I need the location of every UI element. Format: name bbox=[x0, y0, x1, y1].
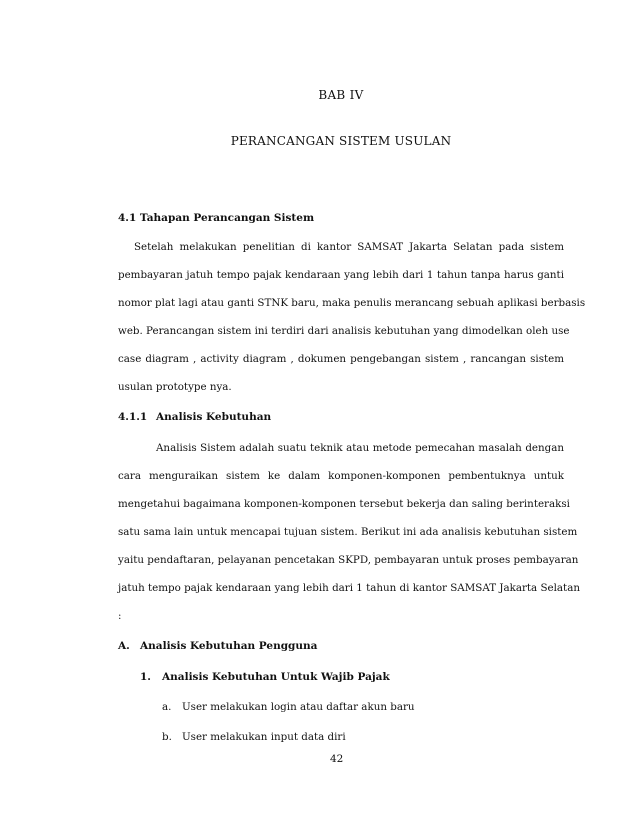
list-item-label: b. bbox=[162, 731, 172, 743]
list-item-label: a. bbox=[162, 701, 172, 713]
paragraph-line: Analisis Sistem adalah suatu teknik atau metode pemecahan masalah dengan bbox=[156, 442, 564, 454]
paragraph-line: case diagram , activity diagram , dokumen pengebangan sistem , rancangan sistem bbox=[118, 353, 564, 365]
section-heading-4-1-1: Analisis Kebutuhan bbox=[156, 411, 272, 423]
chapter-label: BAB IV bbox=[318, 88, 364, 102]
paragraph-line: web. Perancangan sistem ini terdiri dari analisis kebutuhan yang dimodelkan oleh use bbox=[118, 325, 570, 337]
item-label-1: 1. bbox=[140, 671, 151, 683]
paragraph-line: pembayaran jatuh tempo pajak kendaraan yang lebih dari 1 tahun tanpa harus ganti bbox=[118, 269, 564, 281]
paragraph-line: mengetahui bagaimana komponen-komponen tersebut bekerja dan saling berinteraksi bbox=[118, 498, 570, 510]
paragraph-line: Setelah melakukan penelitian di kantor SAMSAT Jakarta Selatan pada sistem bbox=[134, 241, 564, 253]
paragraph-line: usulan prototype nya. bbox=[118, 381, 232, 393]
item-heading-1: Analisis Kebutuhan Untuk Wajib Pajak bbox=[162, 671, 390, 683]
paragraph-line: cara menguraikan sistem ke dalam komponen-komponen pembentuknya untuk bbox=[118, 470, 564, 482]
paragraph-line: nomor plat lagi atau ganti STNK baru, maka penulis merancang sebuah aplikasi berbasis bbox=[118, 297, 586, 309]
list-item-text: User melakukan input data diri bbox=[182, 731, 346, 743]
paragraph-line: satu sama lain untuk mencapai tujuan sistem. Berikut ini ada analisis kebutuhan sistem bbox=[118, 526, 578, 538]
section-number-4-1-1: 4.1.1 bbox=[118, 411, 148, 423]
paragraph-line: yaitu pendaftaran, pelayanan pencetakan SKPD, pembayaran untuk proses pembayaran bbox=[118, 554, 579, 566]
page-number: 42 bbox=[330, 753, 344, 765]
section-heading-4-1: 4.1 Tahapan Perancangan Sistem bbox=[118, 212, 315, 224]
chapter-title: PERANCANGAN SISTEM USULAN bbox=[230, 134, 452, 148]
subsection-label-a: A. bbox=[118, 640, 130, 652]
subsection-heading-a: Analisis Kebutuhan Pengguna bbox=[140, 640, 318, 652]
paragraph-line: : bbox=[118, 610, 122, 622]
paragraph-line: jatuh tempo pajak kendaraan yang lebih dari 1 tahun di kantor SAMSAT Jakarta Selatan bbox=[118, 582, 580, 594]
list-item-text: User melakukan login atau daftar akun baru bbox=[182, 701, 415, 713]
